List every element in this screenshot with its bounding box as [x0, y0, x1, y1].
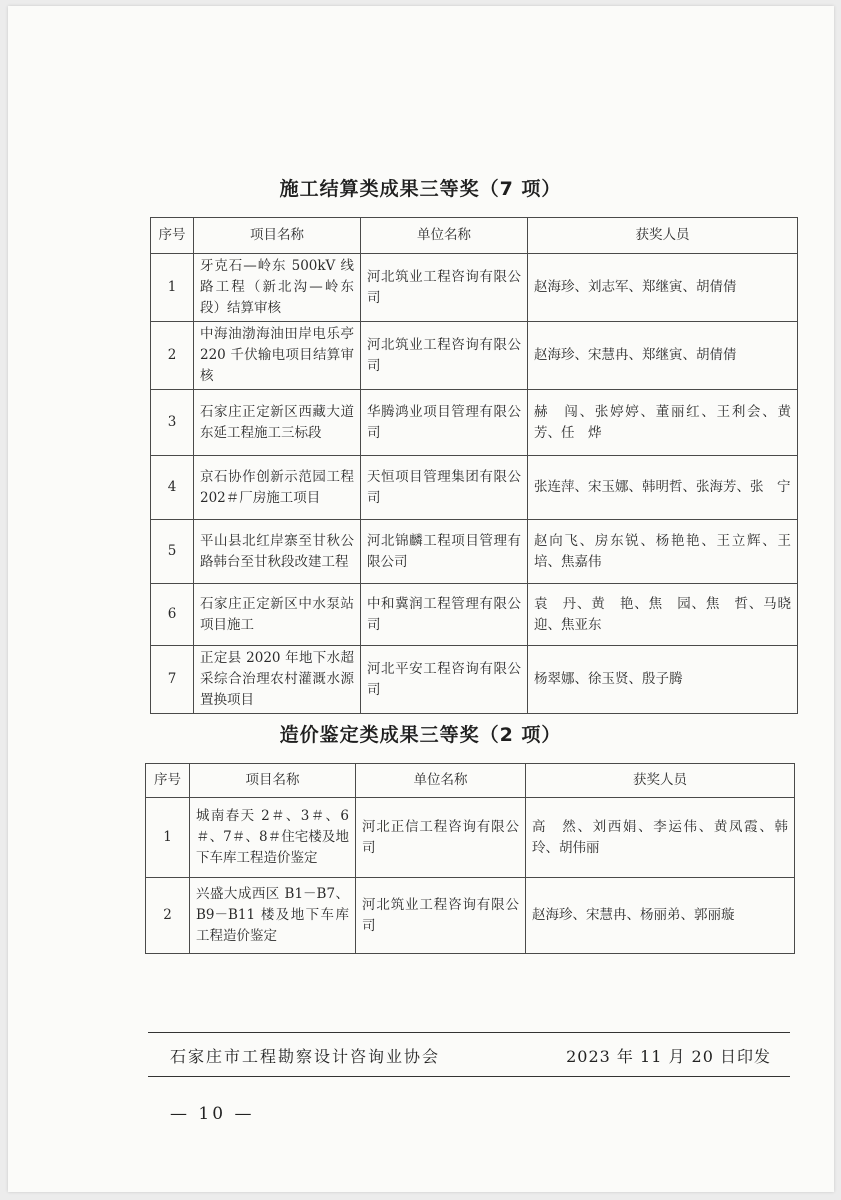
row-index: 1 [151, 254, 194, 322]
row-unit-name: 天恒项目管理集团有限公司 [361, 456, 528, 520]
table-row [151, 322, 798, 390]
header-index: 序号 [151, 218, 194, 254]
header-project: 项目名称 [194, 218, 361, 254]
table-row [151, 254, 798, 322]
row-project-name: 牙克石—岭东 500kV 线路工程（新北沟—岭东段）结算审核 [194, 254, 361, 322]
footer-bottom-rule [148, 1076, 790, 1077]
row-project-name: 石家庄正定新区西藏大道东延工程施工三标段 [194, 390, 361, 456]
row-index: 3 [151, 390, 194, 456]
row-winners: 张连萍、宋玉娜、韩明哲、张海芳、张 宁 [528, 456, 798, 520]
row-project-name: 石家庄正定新区中水泵站项目施工 [194, 584, 361, 646]
row-index: 7 [151, 646, 194, 714]
header-unit: 单位名称 [361, 218, 528, 254]
row-project-name: 城南春天 2＃、3＃、6＃、7＃、8＃住宅楼及地下车库工程造价鉴定 [190, 798, 356, 878]
row-project-name: 平山县北红岸寨至甘秋公路韩台至甘秋段改建工程 [194, 520, 361, 584]
footer-date: 2023 年 11 月 20 日印发 [566, 1047, 771, 1066]
table-row [151, 456, 798, 520]
row-unit-name: 河北锦麟工程项目管理有限公司 [361, 520, 528, 584]
row-winners: 杨翠娜、徐玉贤、殷子腾 [528, 646, 798, 714]
row-winners: 赵向飞、房东锐、杨艳艳、王立辉、王 培、焦嘉伟 [528, 520, 798, 584]
row-index: 5 [151, 520, 194, 584]
row-winners: 赫 闯、张婷婷、董丽红、王利会、黄 芳、任 烨 [528, 390, 798, 456]
header-project: 项目名称 [190, 764, 356, 798]
row-unit-name: 河北正信工程咨询有限公司 [356, 798, 526, 878]
page-number: — 10 — [170, 1104, 255, 1124]
row-index: 1 [146, 798, 190, 878]
row-project-name: 京石协作创新示范园工程 202＃厂房施工项目 [194, 456, 361, 520]
row-winners: 赵海珍、刘志军、郑继寅、胡倩倩 [528, 254, 798, 322]
footer-top-rule [148, 1032, 790, 1033]
row-project-name: 正定县 2020 年地下水超采综合治理农村灌溉水源置换项目 [194, 646, 361, 714]
row-index: 4 [151, 456, 194, 520]
table-row [151, 390, 798, 456]
table-row [146, 798, 795, 878]
row-project-name: 中海油渤海油田岸电乐亭 220 千伏输电项目结算审核 [194, 322, 361, 390]
section-title-settlement: 施工结算类成果三等奖（7 项） [279, 178, 562, 200]
table-row [151, 646, 798, 714]
row-unit-name: 河北平安工程咨询有限公司 [361, 646, 528, 714]
table-row [151, 584, 798, 646]
row-index: 6 [151, 584, 194, 646]
row-unit-name: 华腾鸿业项目管理有限公司 [361, 390, 528, 456]
row-unit-name: 河北筑业工程咨询有限公司 [356, 878, 526, 954]
row-unit-name: 中和冀润工程管理有限公司 [361, 584, 528, 646]
table-header-row [146, 764, 795, 798]
header-people: 获奖人员 [528, 218, 798, 254]
footer-issuer: 石家庄市工程勘察设计咨询业协会 [170, 1047, 441, 1066]
table-header-row [151, 218, 798, 254]
section-title-appraisal: 造价鉴定类成果三等奖（2 项） [279, 724, 562, 746]
row-winners: 赵海珍、宋慧冉、杨丽弟、郭丽璇 [526, 878, 795, 954]
row-winners: 袁 丹、黄 艳、焦 园、焦 哲、马晓迎、焦亚东 [528, 584, 798, 646]
header-unit: 单位名称 [356, 764, 526, 798]
row-index: 2 [151, 322, 194, 390]
settlement-award-table [150, 217, 805, 714]
row-unit-name: 河北筑业工程咨询有限公司 [361, 254, 528, 322]
row-project-name: 兴盛大成西区 B1－B7、B9－B11 楼及地下车库工程造价鉴定 [190, 878, 356, 954]
row-winners: 赵海珍、宋慧冉、郑继寅、胡倩倩 [528, 322, 798, 390]
table-row [151, 520, 798, 584]
header-people: 获奖人员 [526, 764, 795, 798]
row-unit-name: 河北筑业工程咨询有限公司 [361, 322, 528, 390]
table-row [146, 878, 795, 954]
row-winners: 高 然、刘西娟、李运伟、黄凤霞、韩 玲、胡伟丽 [526, 798, 795, 878]
header-index: 序号 [146, 764, 190, 798]
row-index: 2 [146, 878, 190, 954]
appraisal-award-table [145, 763, 802, 954]
